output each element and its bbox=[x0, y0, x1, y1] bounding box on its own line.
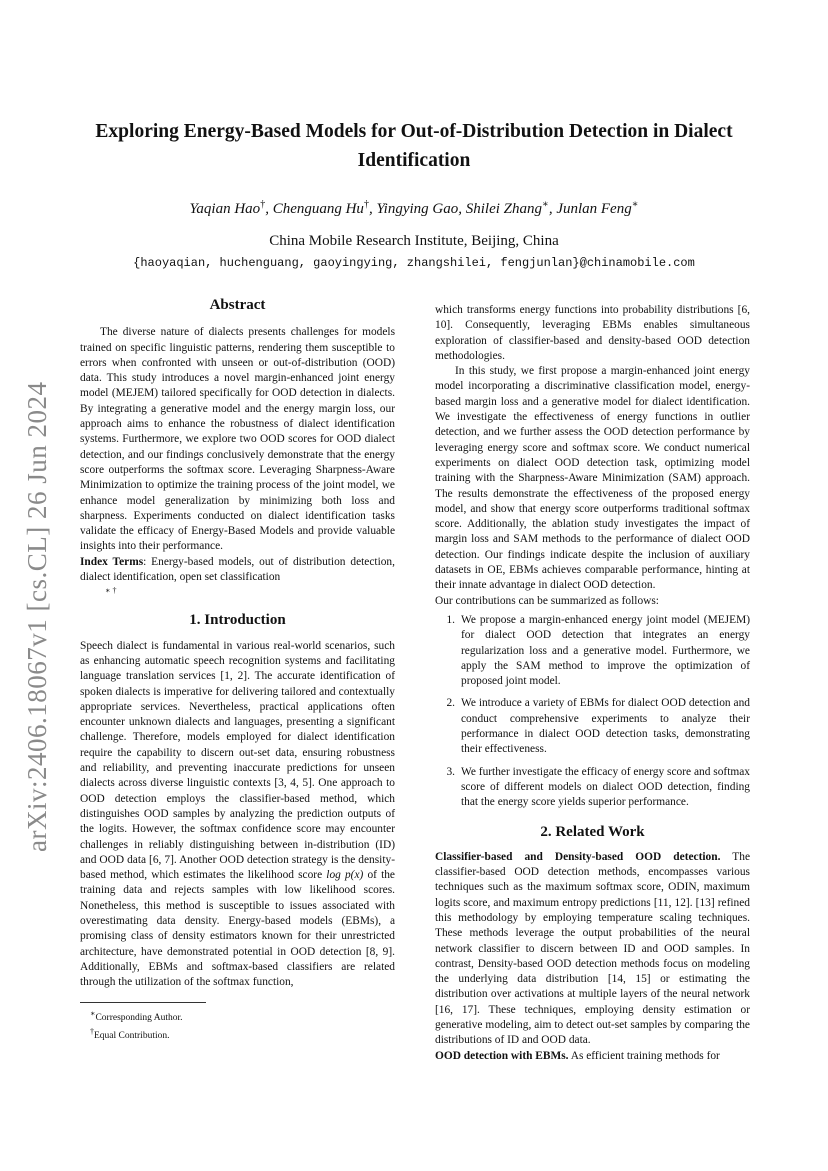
footnote-divider bbox=[80, 1002, 206, 1003]
abstract-heading: Abstract bbox=[209, 297, 266, 313]
abstract-body: The diverse nature of dialects presents challenges for models trained on specific linguistic patterns, rendering them susceptible to errors when confronted with unseen or out-of-distribution (OOD) data. This study introduces a novel margin-enhanced joint energy model (MEJEM) tailored specifically for OOD detection in dialects. By integrating a generative model and the energy margin loss, our approach aims to enhance the robustness of dialect identification systems. Furthermore, we explore two OOD scores for OOD dialect detection, and our findings conclusively demonstrate that the energy score outperforms the softmax score. Leveraging Sharpness-Aware Minimization to optimize the training process of the joint model, we enhance model generalization by minimizing both loss and sharpness. Experiments conducted on dialect identification tasks validate the efficacy of Energy-Based Models and provide valuable insights into their performance. bbox=[80, 326, 395, 553]
author-name: Yingying Gao bbox=[376, 201, 459, 217]
footnote-text: Equal Contribution. bbox=[94, 1031, 170, 1042]
paper-title: Exploring Energy-Based Models for Out-of-Distribution Detection in Dialect Identification bbox=[95, 121, 733, 171]
introduction-heading: 1. Introduction bbox=[189, 612, 286, 629]
introduction-paragraph bbox=[80, 639, 395, 991]
author-name: Shilei Zhang bbox=[465, 201, 543, 217]
author-list bbox=[80, 199, 748, 218]
left-column bbox=[80, 298, 395, 990]
related-work-heading: 2. Related Work bbox=[540, 823, 645, 840]
author-name: Junlan Feng bbox=[556, 201, 632, 217]
author-mark: ∗ bbox=[542, 199, 549, 210]
author-separator: , bbox=[548, 201, 557, 217]
author-separator: , bbox=[265, 201, 273, 217]
author-separator: , bbox=[458, 201, 466, 217]
list-item bbox=[446, 613, 750, 689]
right-column bbox=[435, 303, 750, 1064]
math-expression: log p(x) bbox=[326, 869, 364, 882]
footnote-corresponding bbox=[80, 1007, 395, 1025]
related-work-paragraph-2 bbox=[435, 1049, 750, 1064]
arxiv-identifier-stamp: arXiv:2406.18067v1 [cs.CL] 26 Jun 2024 bbox=[22, 381, 52, 852]
author-separator: , bbox=[368, 201, 377, 217]
list-number: 3. bbox=[446, 765, 455, 778]
list-item-text: We further investigate the efficacy of energy score and softmax score of different models on dialect OOD detection, finding that the energy score yields superior performance. bbox=[461, 765, 750, 809]
author-mark: ∗ bbox=[631, 199, 639, 210]
list-number: 2. bbox=[446, 697, 455, 710]
author-emails: {haoyaqian, huchenguang, gaoyingying, zhangshilei, fengjunlan}@chinamobile.com bbox=[133, 256, 695, 270]
related-work-text: The classifier-based OOD detection methods, encompasses various techniques such as the maximum softmax score, ODIN, maximum logits score, and maximum entropy predictions [11, 12]. [13] refined this methodology by employing temperature scaling techniques. These methods leverage the output probabilities of the neural network classifier to discern between ID and OOD samples. In contrast, Density-based OOD detection methods focus on modeling the underlying data distribution [14, 15] or estimating the distribution over activations at multiple layers of the neural network [16, 17]. These techniques, employing density estimation or generative modeling, aim to detect out-set samples by comparing the distributions of ID and OOD data. bbox=[435, 850, 750, 1047]
index-terms-text: : Energy-based models, out of distribution detection, dialect identification, open set classification bbox=[80, 555, 395, 584]
related-work-text: As efficient training methods for bbox=[568, 1049, 720, 1062]
introduction-text: Speech dialect is fundamental in various real-world scenarios, such as enhancing automatic speech recognition systems and facilitating language translation services [1, 2]. The accurate identification of spoken dialects is imperative for delivering tailored and contextually appropriate services. Nevertheless, practical applications often encounter unknown dialects and languages, presenting a significant challenge. Therefore, models employed for dialect identification require the capability to discern out-set data, ensuring robustness and reliability, and preventing inaccurate predictions for unseen dialects across diverse linguistic contexts [3, 4, 5]. One approach to OOD detection employs the classifier-based method, which distinguishes OOD samples by analyzing the prediction outputs of the logits. However, the softmax confidence score may encounter challenges in reliably distinguishing between in-distribution (ID) and OOD data [6, 7]. Another OOD detection strategy is the density-based method, which estimates the likelihood score bbox=[80, 639, 395, 882]
contributions-lead: Our contributions can be summarized as follows: bbox=[435, 594, 659, 607]
author-mark: † bbox=[260, 199, 266, 210]
footnote-marks: ∗ † bbox=[105, 586, 117, 596]
list-item bbox=[446, 696, 750, 757]
list-item-text: We propose a margin-enhanced energy joint model (MEJEM) for dialect OOD detection that integrates an energy regularization loss and a generative model. Furthermore, we apply the SAM method to improve the optimization of proposed joint model. bbox=[461, 613, 750, 688]
related-work-paragraph-1 bbox=[435, 850, 750, 1049]
footnote-equal-contribution bbox=[80, 1025, 395, 1043]
list-item bbox=[446, 765, 750, 811]
footnote-mark: ∗ bbox=[90, 1009, 96, 1018]
affiliation: China Mobile Research Institute, Beijing, China bbox=[269, 233, 559, 249]
index-terms bbox=[80, 555, 395, 586]
subsection-label: Classifier-based and Density-based OOD detection. bbox=[435, 850, 721, 863]
list-item-text: We introduce a variety of EBMs for dialect OOD detection and conduct comprehensive experiments to analyze their performance in dialect OOD detection tasks, demonstrating their effectiveness. bbox=[461, 697, 750, 756]
introduction-paragraph-2: In this study, we first propose a margin-enhanced joint energy model incorporating a discriminative classification model, energy-based margin loss and a generative model for dialect identification. We investigate the effectiveness of energy functions in outlier detection, and we further assess the OOD detection performance by leveraging energy score and softmax score. We conduct numerical experiments on dialect OOD detection task, optimizing model training with the Sharpness-Aware Minimization (SAM) approach. The results demonstrate the effectiveness of the proposed energy model, and show that energy score outperforms traditional softmax score. Additionally, the ablation study investigates the impact of margin loss and SAM methods to the performance of dialect OOD detection. Our findings indicate despite the inclusion of auxiliary datasets in OE, EBMs achieves comparable performance, hinting at their innate advantage in dialect OOD detection. bbox=[435, 365, 750, 592]
index-terms-label: Index Terms bbox=[80, 555, 144, 568]
introduction-text: of the training data and rejects samples with low likelihood scores. Nonetheless, this method is susceptible to issues associated with overestimating data density. Energy-based models (EBMs), a promising class of density estimators known for their unrestricted architecture, have demonstrated potential in OOD detection [8, 9]. Additionally, EBMs and softmax-based classifiers are related through the utilization of the softmax function, bbox=[80, 869, 395, 989]
author-name: Chenguang Hu bbox=[272, 201, 364, 217]
list-number: 1. bbox=[446, 613, 455, 626]
footnotes bbox=[80, 1007, 395, 1043]
introduction-continuation: which transforms energy functions into probability distributions [6, 10]. Consequently, leveraging EBMs enables simultaneous exploration of classifier-based and density-based OOD detection methodologies. bbox=[435, 304, 750, 362]
footnote-text: Corresponding Author. bbox=[95, 1013, 183, 1024]
contributions-list bbox=[435, 613, 750, 811]
subsection-label: OOD detection with EBMs. bbox=[435, 1049, 569, 1062]
author-mark: † bbox=[363, 199, 369, 210]
author-name: Yaqian Hao bbox=[189, 201, 261, 217]
footnote-mark: † bbox=[90, 1027, 94, 1037]
